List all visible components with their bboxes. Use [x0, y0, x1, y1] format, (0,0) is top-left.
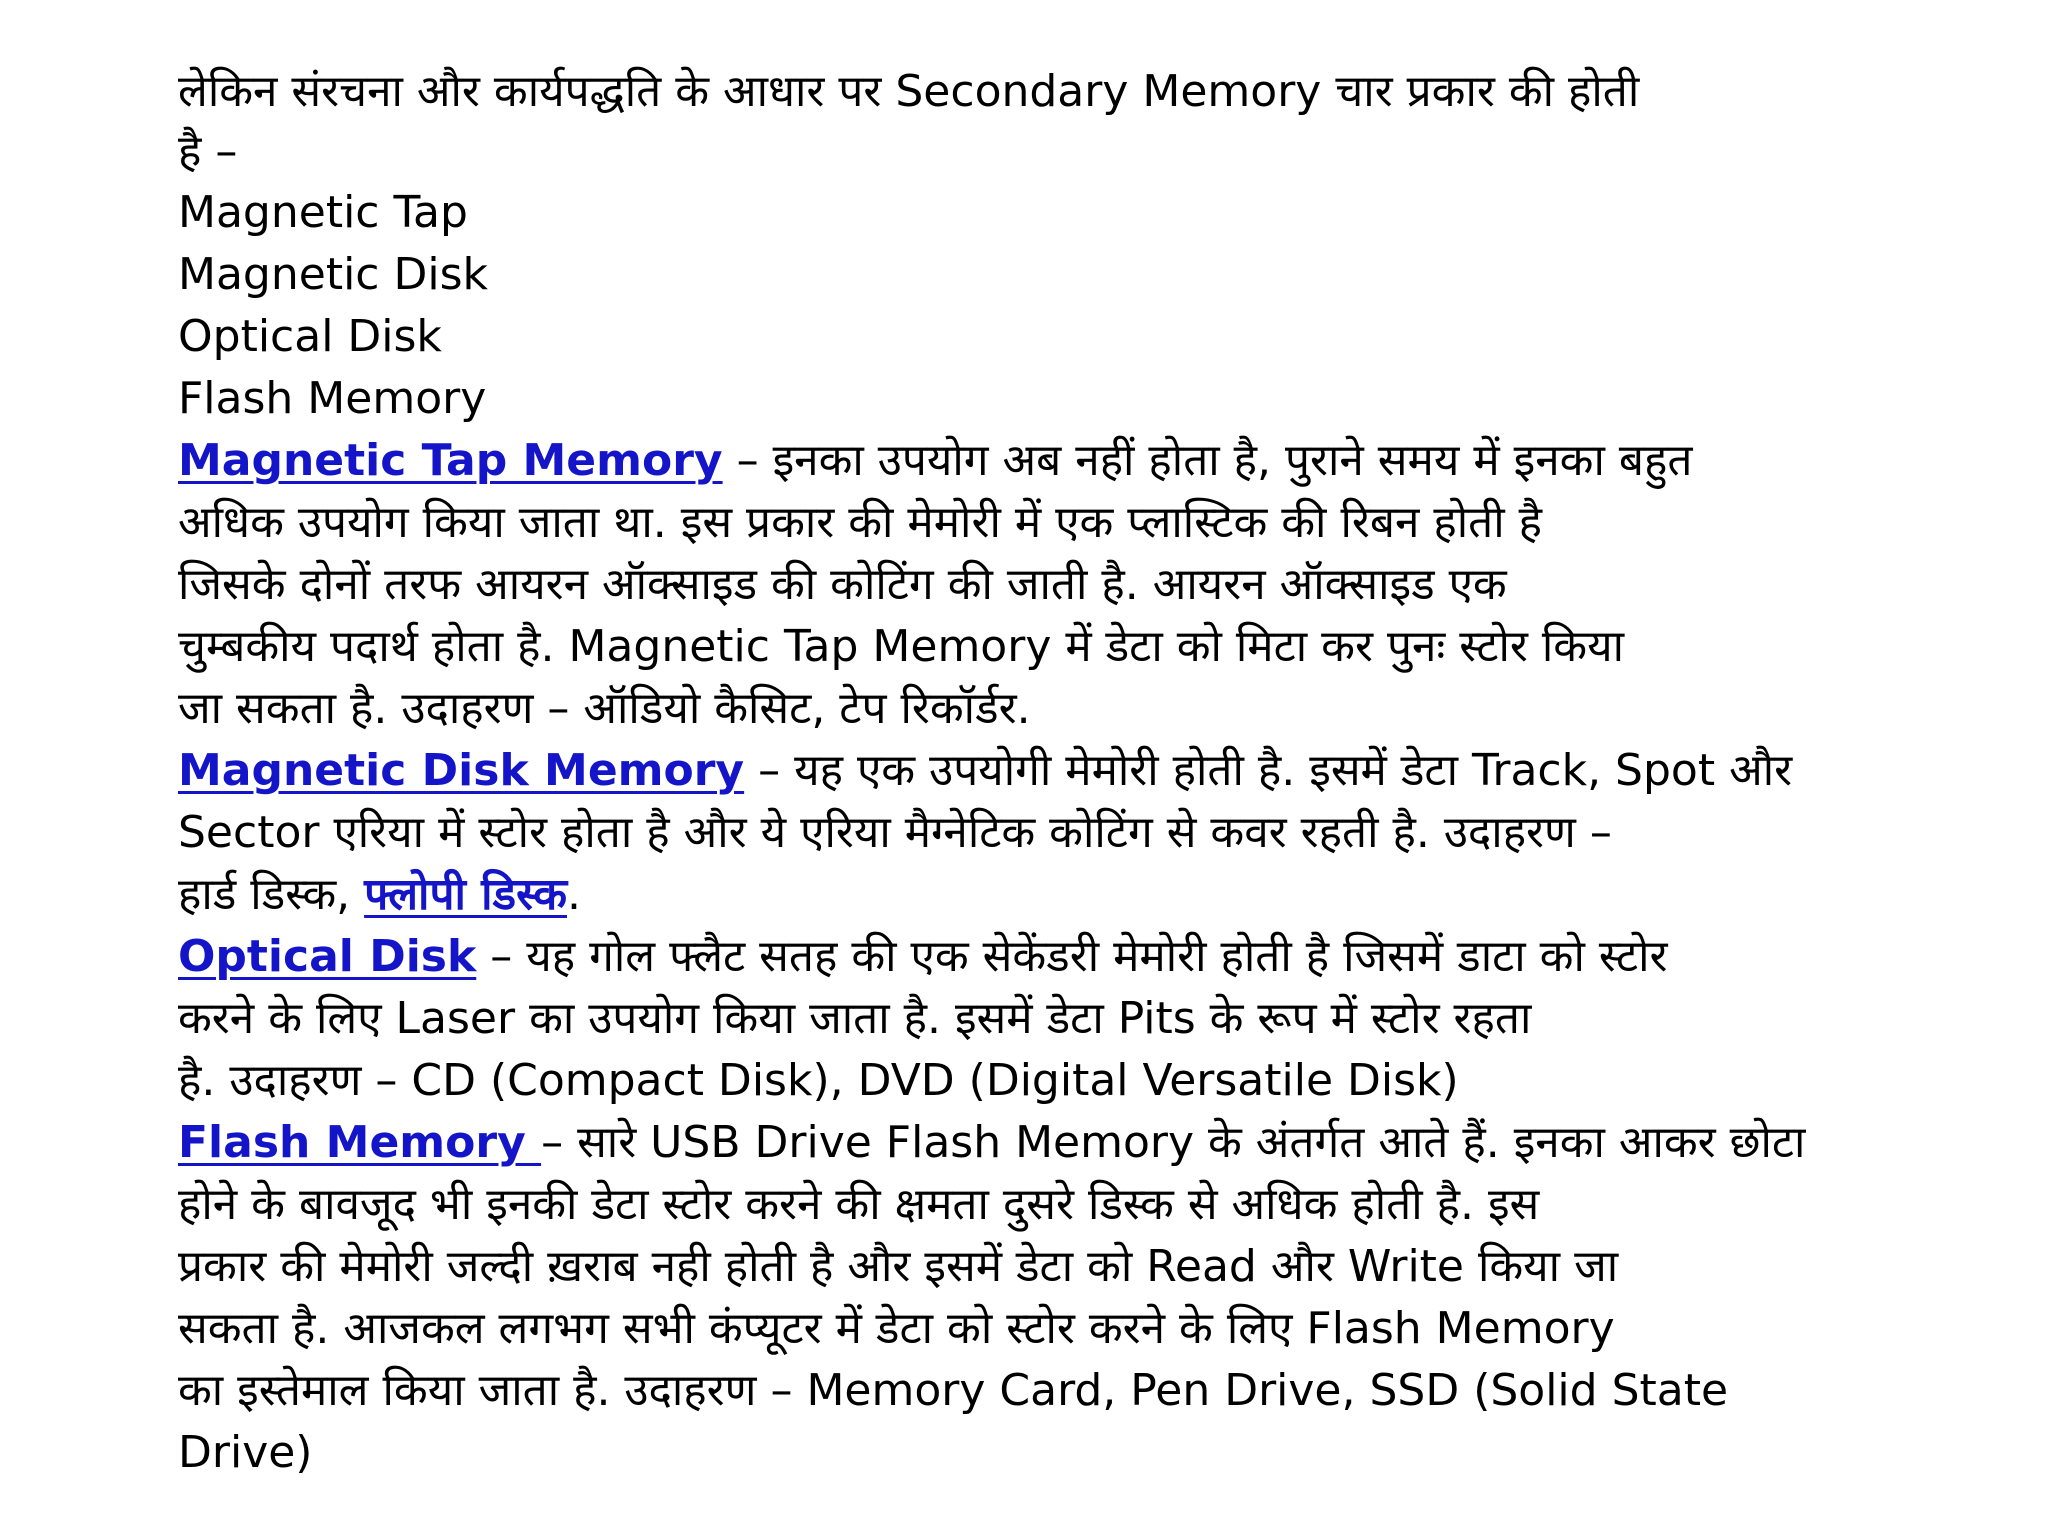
paragraph-line: अधिक उपयोग किया जाता था. इस प्रकार की मेमोरी में एक प्लास्टिक की रिबन होती है — [178, 497, 1542, 548]
floppy-disk-link[interactable]: फ्लोपी डिस्क — [364, 869, 567, 920]
paragraph-text: – यह गोल फ्लैट सतह की एक सेकेंडरी मेमोरी होती है जिसमें डाटा को स्टोर — [476, 931, 1668, 982]
magnetic-disk-memory-link[interactable]: Magnetic Disk Memory — [178, 745, 745, 796]
paragraph-line — [178, 1112, 1918, 1174]
intro-line-2: है – — [178, 126, 238, 177]
list-item: Magnetic Tap — [178, 187, 468, 238]
section-magnetic-disk — [178, 740, 1918, 926]
paragraph-text: हार्ड डिस्क, — [178, 869, 365, 920]
section-flash-memory — [178, 1112, 1918, 1484]
memory-type-list — [178, 182, 1918, 430]
paragraph-text: – यह एक उपयोगी मेमोरी होती है. इसमें डेटा Track, Spot और — [744, 745, 1793, 796]
section-optical-disk — [178, 926, 1918, 1112]
slide-content — [178, 62, 1918, 1502]
paragraph-line: जिसके दोनों तरफ आयरन ऑक्साइड की कोटिंग की जाती है. आयरन ऑक्साइड एक — [178, 559, 1507, 610]
paragraph-line: करने के लिए Laser का उपयोग किया जाता है. इसमें डेटा Pits के रूप में स्टोर रहता — [178, 993, 1532, 1044]
paragraph-line: का इस्तेमाल किया जाता है. उदाहरण – Memory Card, Pen Drive, SSD (Solid State — [178, 1365, 1729, 1416]
magnetic-tap-memory-link[interactable]: Magnetic Tap Memory — [178, 435, 723, 486]
list-item: Flash Memory — [178, 373, 487, 424]
paragraph-line — [178, 926, 1918, 988]
paragraph-text: – इनका उपयोग अब नहीं होता है, पुराने समय में इनका बहुत — [722, 435, 1693, 486]
paragraph-line: Drive) — [178, 1427, 313, 1478]
paragraph-line: होने के बावजूद भी इनकी डेटा स्टोर करने की क्षमता दुसरे डिस्क से अधिक होती है. इस — [178, 1179, 1540, 1230]
flash-memory-link[interactable]: Flash Memory — [178, 1117, 542, 1168]
list-item: Magnetic Disk — [178, 249, 488, 300]
paragraph-line: जा सकता है. उदाहरण – ऑडियो कैसिट, टेप रिकॉर्डर. — [178, 683, 1031, 734]
intro-line-1: लेकिन संरचना और कार्यपद्धति के आधार पर Secondary Memory चार प्रकार की होती — [178, 66, 1640, 117]
paragraph-text: – सारे USB Drive Flash Memory के अंतर्गत आते हैं. इनका आकर छोटा — [541, 1117, 1806, 1168]
paragraph-line — [178, 864, 1918, 926]
optical-disk-link[interactable]: Optical Disk — [178, 931, 477, 982]
paragraph-line: प्रकार की मेमोरी जल्दी ख़राब नही होती है और इसमें डेटा को Read और Write किया जा — [178, 1241, 1619, 1292]
paragraph-line: है. उदाहरण – CD (Compact Disk), DVD (Digital Versatile Disk) — [178, 1055, 1459, 1106]
paragraph-text: . — [567, 869, 581, 920]
paragraph-line: सकता है. आजकल लगभग सभी कंप्यूटर में डेटा को स्टोर करने के लिए Flash Memory — [178, 1303, 1615, 1354]
section-magnetic-tap — [178, 430, 1918, 740]
paragraph-line — [178, 740, 1918, 802]
list-item: Optical Disk — [178, 311, 442, 362]
paragraph-line — [178, 430, 1918, 492]
paragraph-line: Sector एरिया में स्टोर होता है और ये एरिया मैग्नेटिक कोटिंग से कवर रहती है. उदाहरण – — [178, 807, 1612, 858]
paragraph-line: चुम्बकीय पदार्थ होता है. Magnetic Tap Memory में डेटा को मिटा कर पुनः स्टोर किया — [178, 621, 1625, 672]
